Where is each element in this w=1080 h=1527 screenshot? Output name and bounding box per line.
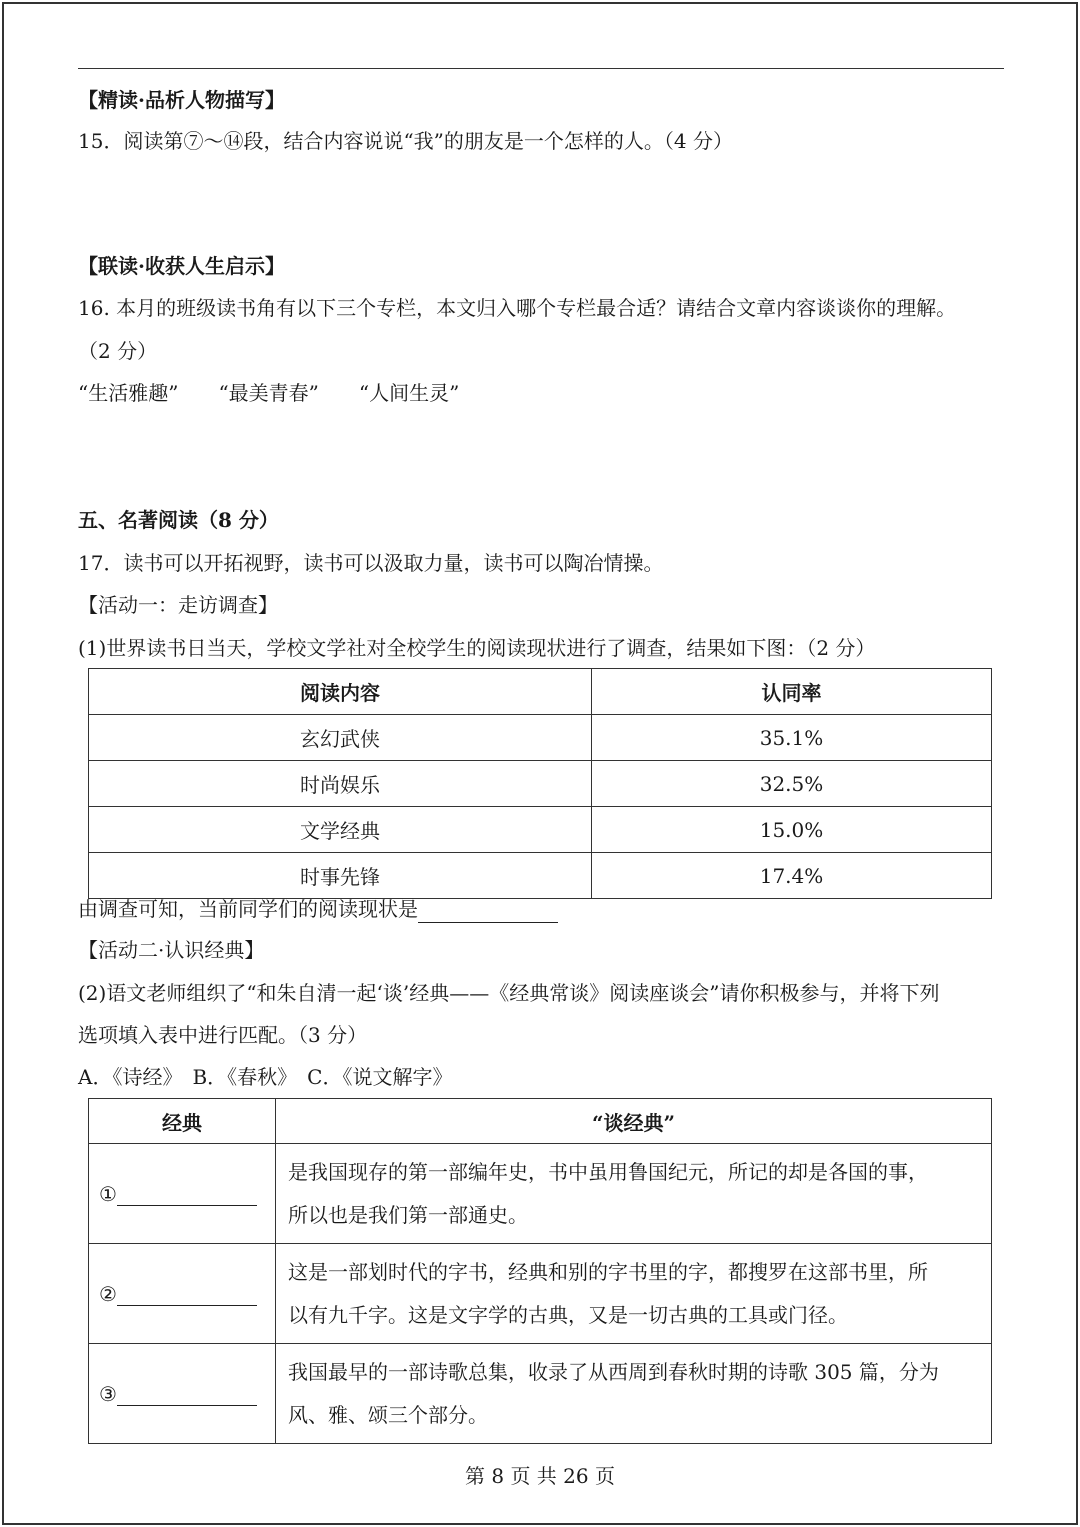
match-cell	[89, 1144, 276, 1244]
table-row	[89, 853, 992, 899]
survey-table	[88, 668, 992, 899]
question-15: 15．阅读第⑦～⑭段，结合内容说说“我”的朋友是一个怎样的人。（4 分）	[78, 129, 733, 153]
header-classic: 经典	[89, 1099, 276, 1144]
description-cell	[276, 1244, 992, 1344]
section-5-title: 五、名著阅读（8 分）	[78, 508, 279, 532]
table-header-row	[89, 1099, 992, 1144]
classic-match-table	[88, 1098, 992, 1444]
survey-conclusion	[78, 895, 558, 923]
description-line: 是我国现存的第一部编年史，书中虽用鲁国纪元，所记的却是各国的事，	[288, 1159, 928, 1184]
answer-blank[interactable]	[117, 1383, 257, 1406]
conclusion-text: 由调查可知，当前同学们的阅读现状是	[78, 897, 418, 921]
table-row	[89, 761, 992, 807]
table-row	[89, 807, 992, 853]
question-16-line2: （2 分）	[78, 339, 158, 363]
column-option: “生活雅趣”	[78, 381, 179, 405]
survey-rate: 32.5%	[592, 761, 992, 807]
header-rule	[78, 68, 1004, 69]
circled-number: ②	[99, 1281, 117, 1306]
description-cell	[276, 1344, 992, 1444]
header-reading-content: 阅读内容	[89, 669, 592, 715]
table-row	[89, 1244, 992, 1344]
header-talk-classic: “谈经典”	[276, 1099, 992, 1144]
circled-number: ①	[99, 1181, 117, 1206]
column-options	[78, 379, 459, 407]
answer-blank[interactable]	[117, 1283, 257, 1306]
answer-options: A．《诗经》 B．《春秋》 C．《说文解字》	[78, 1065, 453, 1089]
survey-category: 时事先锋	[89, 853, 592, 899]
question-16-line1: 16. 本月的班级读书角有以下三个专栏，本文归入哪个专栏最合适？请结合文章内容谈谈你的理解。	[78, 296, 957, 320]
question-17: 17．读书可以开拓视野，读书可以汲取力量，读书可以陶冶情操。	[78, 551, 664, 575]
answer-blank[interactable]	[418, 900, 558, 923]
question-17-2-line1: (2)语文老师组织了“和朱自清一起‘谈’经典——《经典常谈》阅读座谈会”请你积极参与，并将下列	[78, 981, 940, 1005]
description-line: 以有九千字。这是文字学的古典，又是一切古典的工具或门径。	[288, 1302, 848, 1327]
page-number: 第 8 页 共 26 页	[465, 1464, 615, 1488]
tag-linked-reading: 【联读·收获人生启示】	[78, 254, 285, 278]
description-line: 这是一部划时代的字书，经典和别的字书里的字，都搜罗在这部书里，所	[288, 1259, 928, 1284]
table-row	[89, 1144, 992, 1244]
survey-category: 文学经典	[89, 807, 592, 853]
match-cell	[89, 1344, 276, 1444]
answer-blank[interactable]	[117, 1183, 257, 1206]
match-cell	[89, 1244, 276, 1344]
description-cell	[276, 1144, 992, 1244]
activity-1-tag: 【活动一：走访调查】	[78, 593, 278, 617]
circled-number: ③	[99, 1381, 117, 1406]
column-option: “最美青春”	[218, 381, 319, 405]
question-17-1: (1)世界读书日当天，学校文学社对全校学生的阅读现状进行了调查，结果如下图：（2 分）	[78, 636, 876, 660]
table-row	[89, 1344, 992, 1444]
question-17-2-line2: 选项填入表中进行匹配。（3 分）	[78, 1023, 368, 1047]
table-row	[89, 715, 992, 761]
table-header-row	[89, 669, 992, 715]
survey-rate: 15.0%	[592, 807, 992, 853]
header-approval-rate: 认同率	[592, 669, 992, 715]
column-option: “人间生灵”	[358, 381, 460, 405]
description-line: 所以也是我们第一部通史。	[288, 1202, 528, 1227]
description-line: 风、雅、颂三个部分。	[288, 1402, 488, 1427]
tag-close-reading: 【精读·品析人物描写】	[78, 88, 285, 112]
activity-2-tag: 【活动二·认识经典】	[78, 938, 265, 962]
survey-category: 时尚娱乐	[89, 761, 592, 807]
survey-category: 玄幻武侠	[89, 715, 592, 761]
survey-rate: 35.1%	[592, 715, 992, 761]
description-line: 我国最早的一部诗歌总集，收录了从西周到春秋时期的诗歌 305 篇，分为	[288, 1359, 939, 1384]
survey-rate: 17.4%	[592, 853, 992, 899]
